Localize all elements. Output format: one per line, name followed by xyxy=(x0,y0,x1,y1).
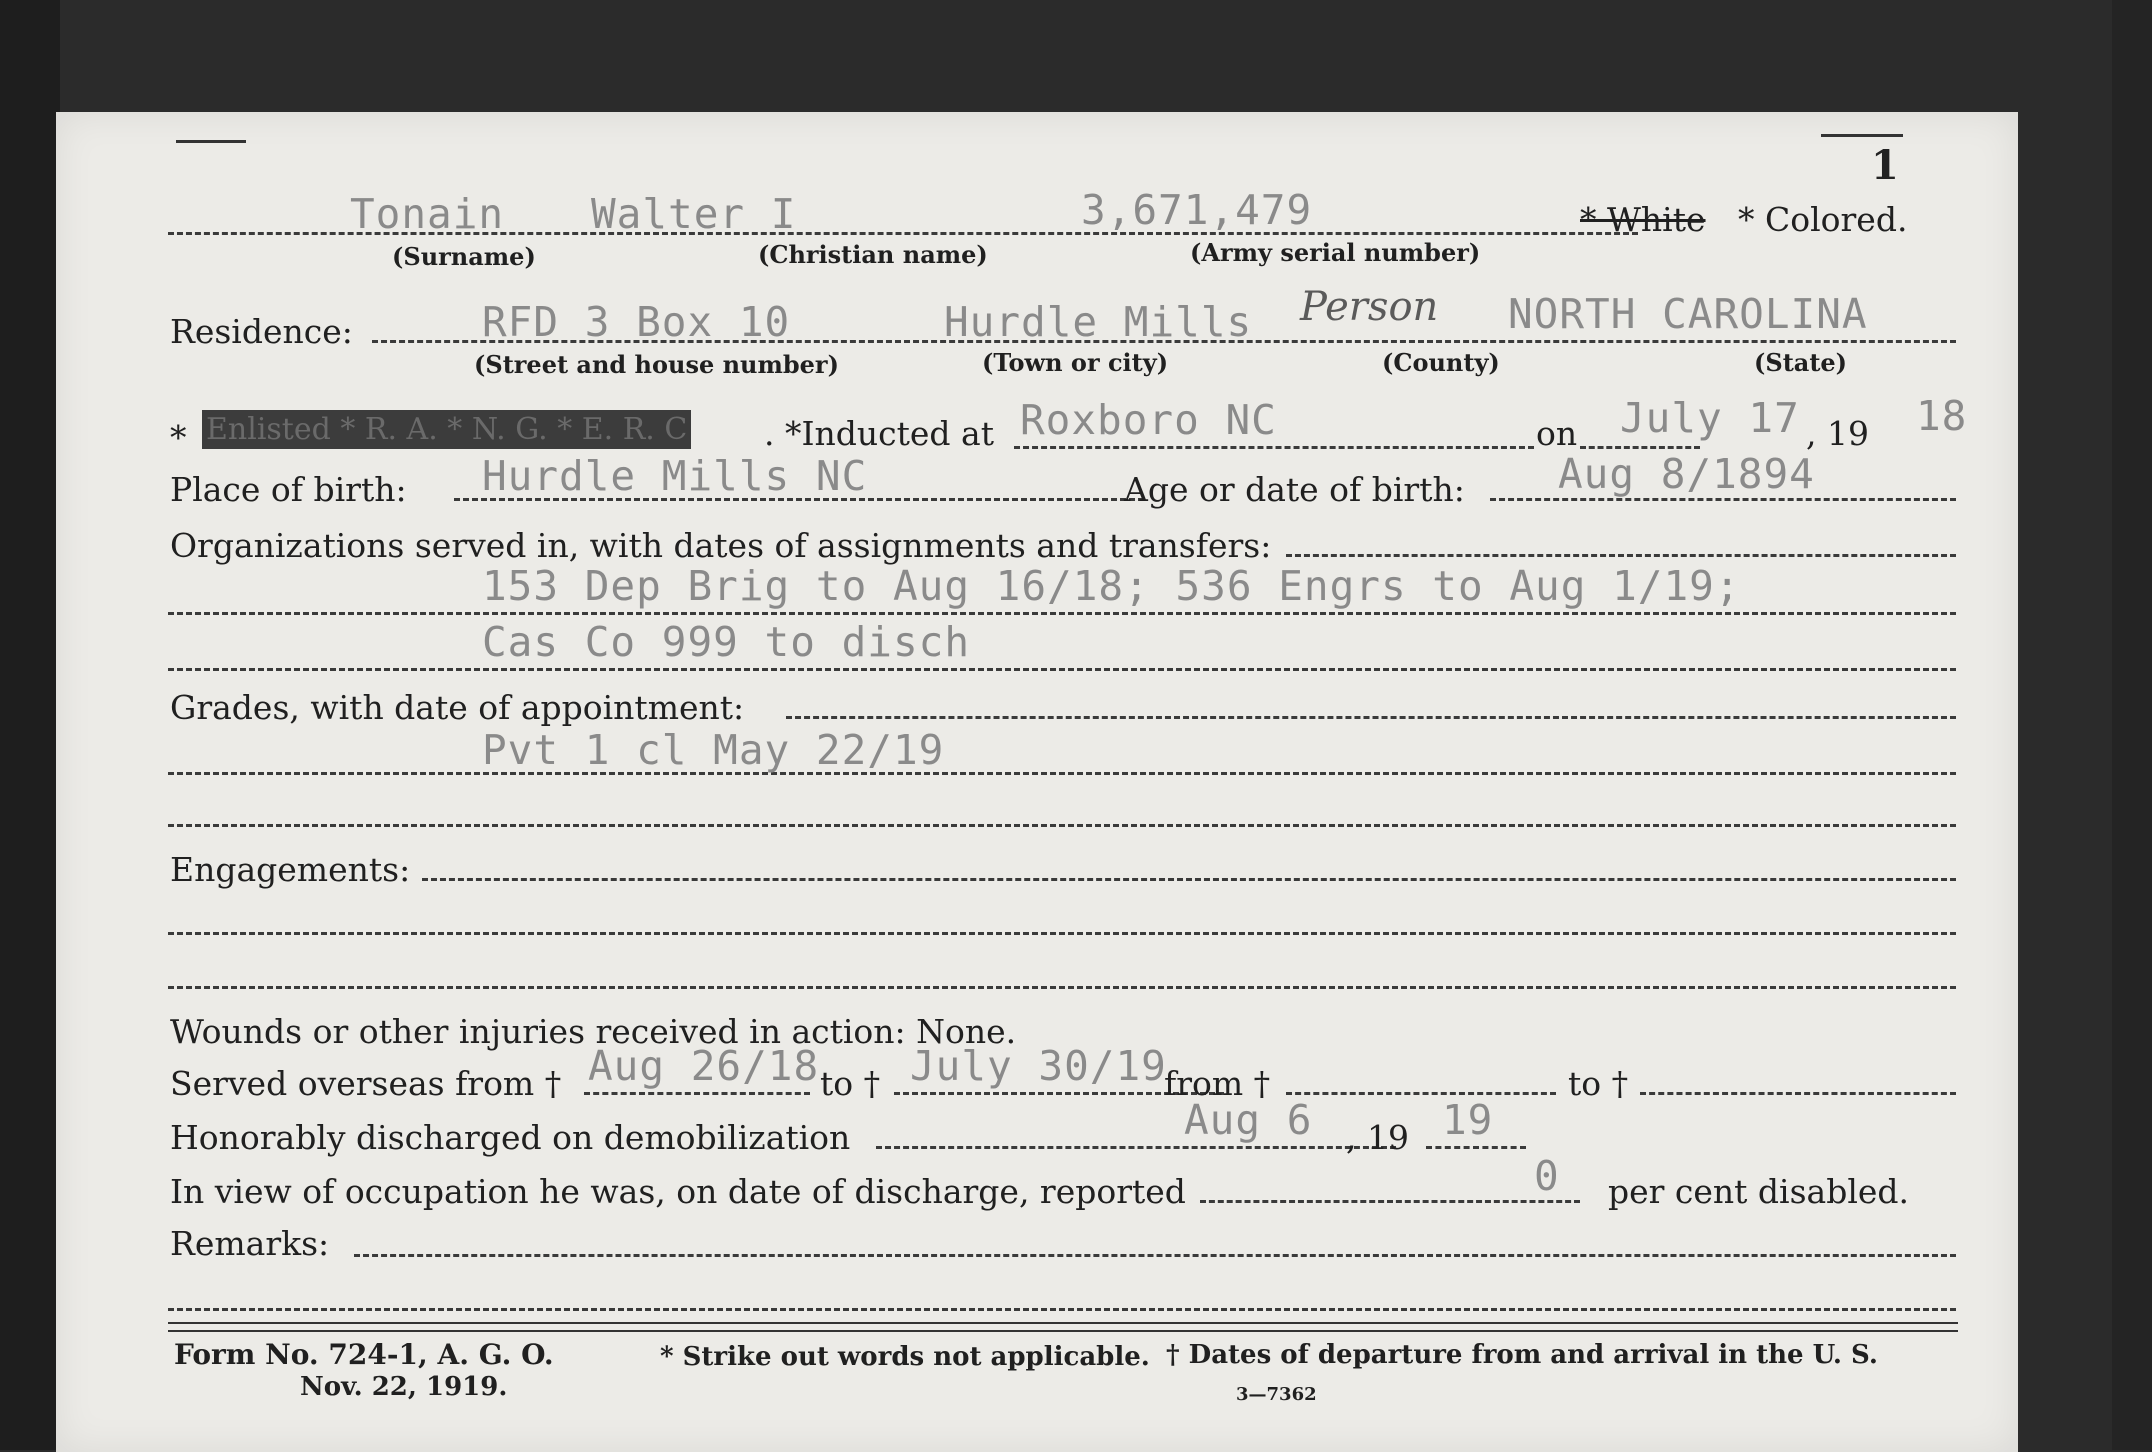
wounds-label: Wounds or other injuries received in action: None. xyxy=(170,1012,1017,1051)
card-number: 1 xyxy=(1871,142,1899,189)
race-colored-label: * Colored. xyxy=(1738,200,1908,239)
caption-surname: (Surname) xyxy=(392,242,536,271)
grades-line-0 xyxy=(786,716,1956,719)
remarks-line-0 xyxy=(354,1254,1956,1257)
caption-christian-name: (Christian name) xyxy=(758,240,988,269)
discharge-year-prefix: , 19 xyxy=(1346,1118,1409,1157)
grades-label: Grades, with date of appointment: xyxy=(170,688,745,727)
age-value: Aug 8/1894 xyxy=(1558,450,1815,498)
overseas-from2-label: from † xyxy=(1164,1064,1271,1103)
organizations-line-2 xyxy=(168,668,1956,671)
caption-state: (State) xyxy=(1754,348,1848,377)
discharge-label: Honorably discharged on demobilization xyxy=(170,1118,851,1157)
inducted-date-value: July 17 xyxy=(1620,394,1800,442)
place-of-birth-value: Hurdle Mills NC xyxy=(482,452,868,500)
enlist-star: * xyxy=(170,418,187,457)
print-code: 3—7362 xyxy=(1236,1384,1317,1405)
dates-note: † Dates of departure from and arrival in the U. S. xyxy=(1166,1340,1878,1370)
occupation-label: In view of occupation he was, on date of discharge, reported xyxy=(170,1172,1186,1211)
inducted-place-line xyxy=(1014,446,1534,449)
age-line xyxy=(1490,498,1956,501)
inducted-place-value: Roxboro NC xyxy=(1020,396,1277,444)
remarks-line-1 xyxy=(168,1308,1956,1311)
strike-note: * Strike out words not applicable. xyxy=(660,1342,1150,1372)
caption-town: (Town or city) xyxy=(982,348,1169,377)
grades-line-1 xyxy=(168,772,1956,775)
remarks-label: Remarks: xyxy=(170,1224,330,1263)
grades-line-2 xyxy=(168,824,1956,827)
disabled-label: per cent disabled. xyxy=(1608,1172,1910,1211)
state-value: NORTH CAROLINA xyxy=(1508,290,1868,338)
discharge-date-line xyxy=(876,1146,1396,1149)
surname-value: Tonain xyxy=(350,190,505,238)
overseas-to2-line xyxy=(1640,1092,1956,1095)
scan-background-right xyxy=(2112,0,2152,1450)
scan-background-left xyxy=(0,0,60,1450)
form-number: Form No. 724-1, A. G. O. xyxy=(174,1338,554,1371)
disabled-line xyxy=(1200,1200,1580,1203)
serial-number-value: 3,671,479 xyxy=(1081,186,1313,234)
year-prefix: , 19 xyxy=(1806,414,1869,453)
overseas-from2-line xyxy=(1286,1092,1556,1095)
overseas-to-value: July 30/19 xyxy=(910,1042,1167,1090)
disabled-value: 0 xyxy=(1534,1152,1560,1200)
organizations-label: Organizations served in, with dates of assignments and transfers: xyxy=(170,526,1272,565)
age-label: Age or date of birth: xyxy=(1124,470,1465,509)
on-label: on xyxy=(1536,414,1578,453)
overseas-label: Served overseas from † xyxy=(170,1064,562,1103)
caption-serial-number: (Army serial number) xyxy=(1190,238,1481,267)
organizations-value-2: Cas Co 999 to disch xyxy=(482,618,970,666)
organizations-value-1: 153 Dep Brig to Aug 16/18; 536 Engrs to Aug 1/19; xyxy=(482,562,1741,610)
christian-name-value: Walter I xyxy=(591,190,797,238)
overseas-from-value: Aug 26/18 xyxy=(588,1042,820,1090)
inducted-year-value: 18 xyxy=(1916,392,1968,440)
engagements-label: Engagements: xyxy=(170,850,411,889)
race-white-label: * White xyxy=(1580,200,1706,239)
engagements-line-0 xyxy=(422,878,1956,881)
overseas-from-line xyxy=(584,1092,810,1095)
organizations-line-0 xyxy=(1286,554,1956,557)
top-left-rule xyxy=(176,140,246,143)
residence-label: Residence: xyxy=(170,312,353,351)
footer-rule-top xyxy=(168,1322,1958,1324)
enlist-options-redacted: Enlisted * R. A. * N. G. * E. R. C xyxy=(202,410,691,449)
town-value: Hurdle Mills xyxy=(944,298,1253,346)
overseas-to-label: to † xyxy=(820,1064,881,1103)
grades-value: Pvt 1 cl May 22/19 xyxy=(482,726,945,774)
caption-county: (County) xyxy=(1382,348,1500,377)
organizations-line-1 xyxy=(168,612,1956,615)
discharge-date-value: Aug 6 xyxy=(1184,1096,1313,1144)
inducted-label: . *Inducted at xyxy=(764,414,994,453)
service-record-card xyxy=(56,112,2018,1452)
street-value: RFD 3 Box 10 xyxy=(482,298,791,346)
engagements-line-1 xyxy=(168,932,1956,935)
inducted-date-line xyxy=(1580,446,1700,449)
form-date: Nov. 22, 1919. xyxy=(300,1372,508,1402)
county-value: Person xyxy=(1300,284,1439,330)
overseas-to2-label: to † xyxy=(1568,1064,1629,1103)
engagements-line-2 xyxy=(168,986,1956,989)
place-of-birth-label: Place of birth: xyxy=(170,470,407,509)
discharge-year-value: 19 xyxy=(1442,1096,1494,1144)
top-right-rule xyxy=(1821,134,1903,137)
footer-rule-bottom xyxy=(168,1330,1958,1332)
caption-street: (Street and house number) xyxy=(474,350,839,379)
discharge-year-line xyxy=(1426,1146,1526,1149)
